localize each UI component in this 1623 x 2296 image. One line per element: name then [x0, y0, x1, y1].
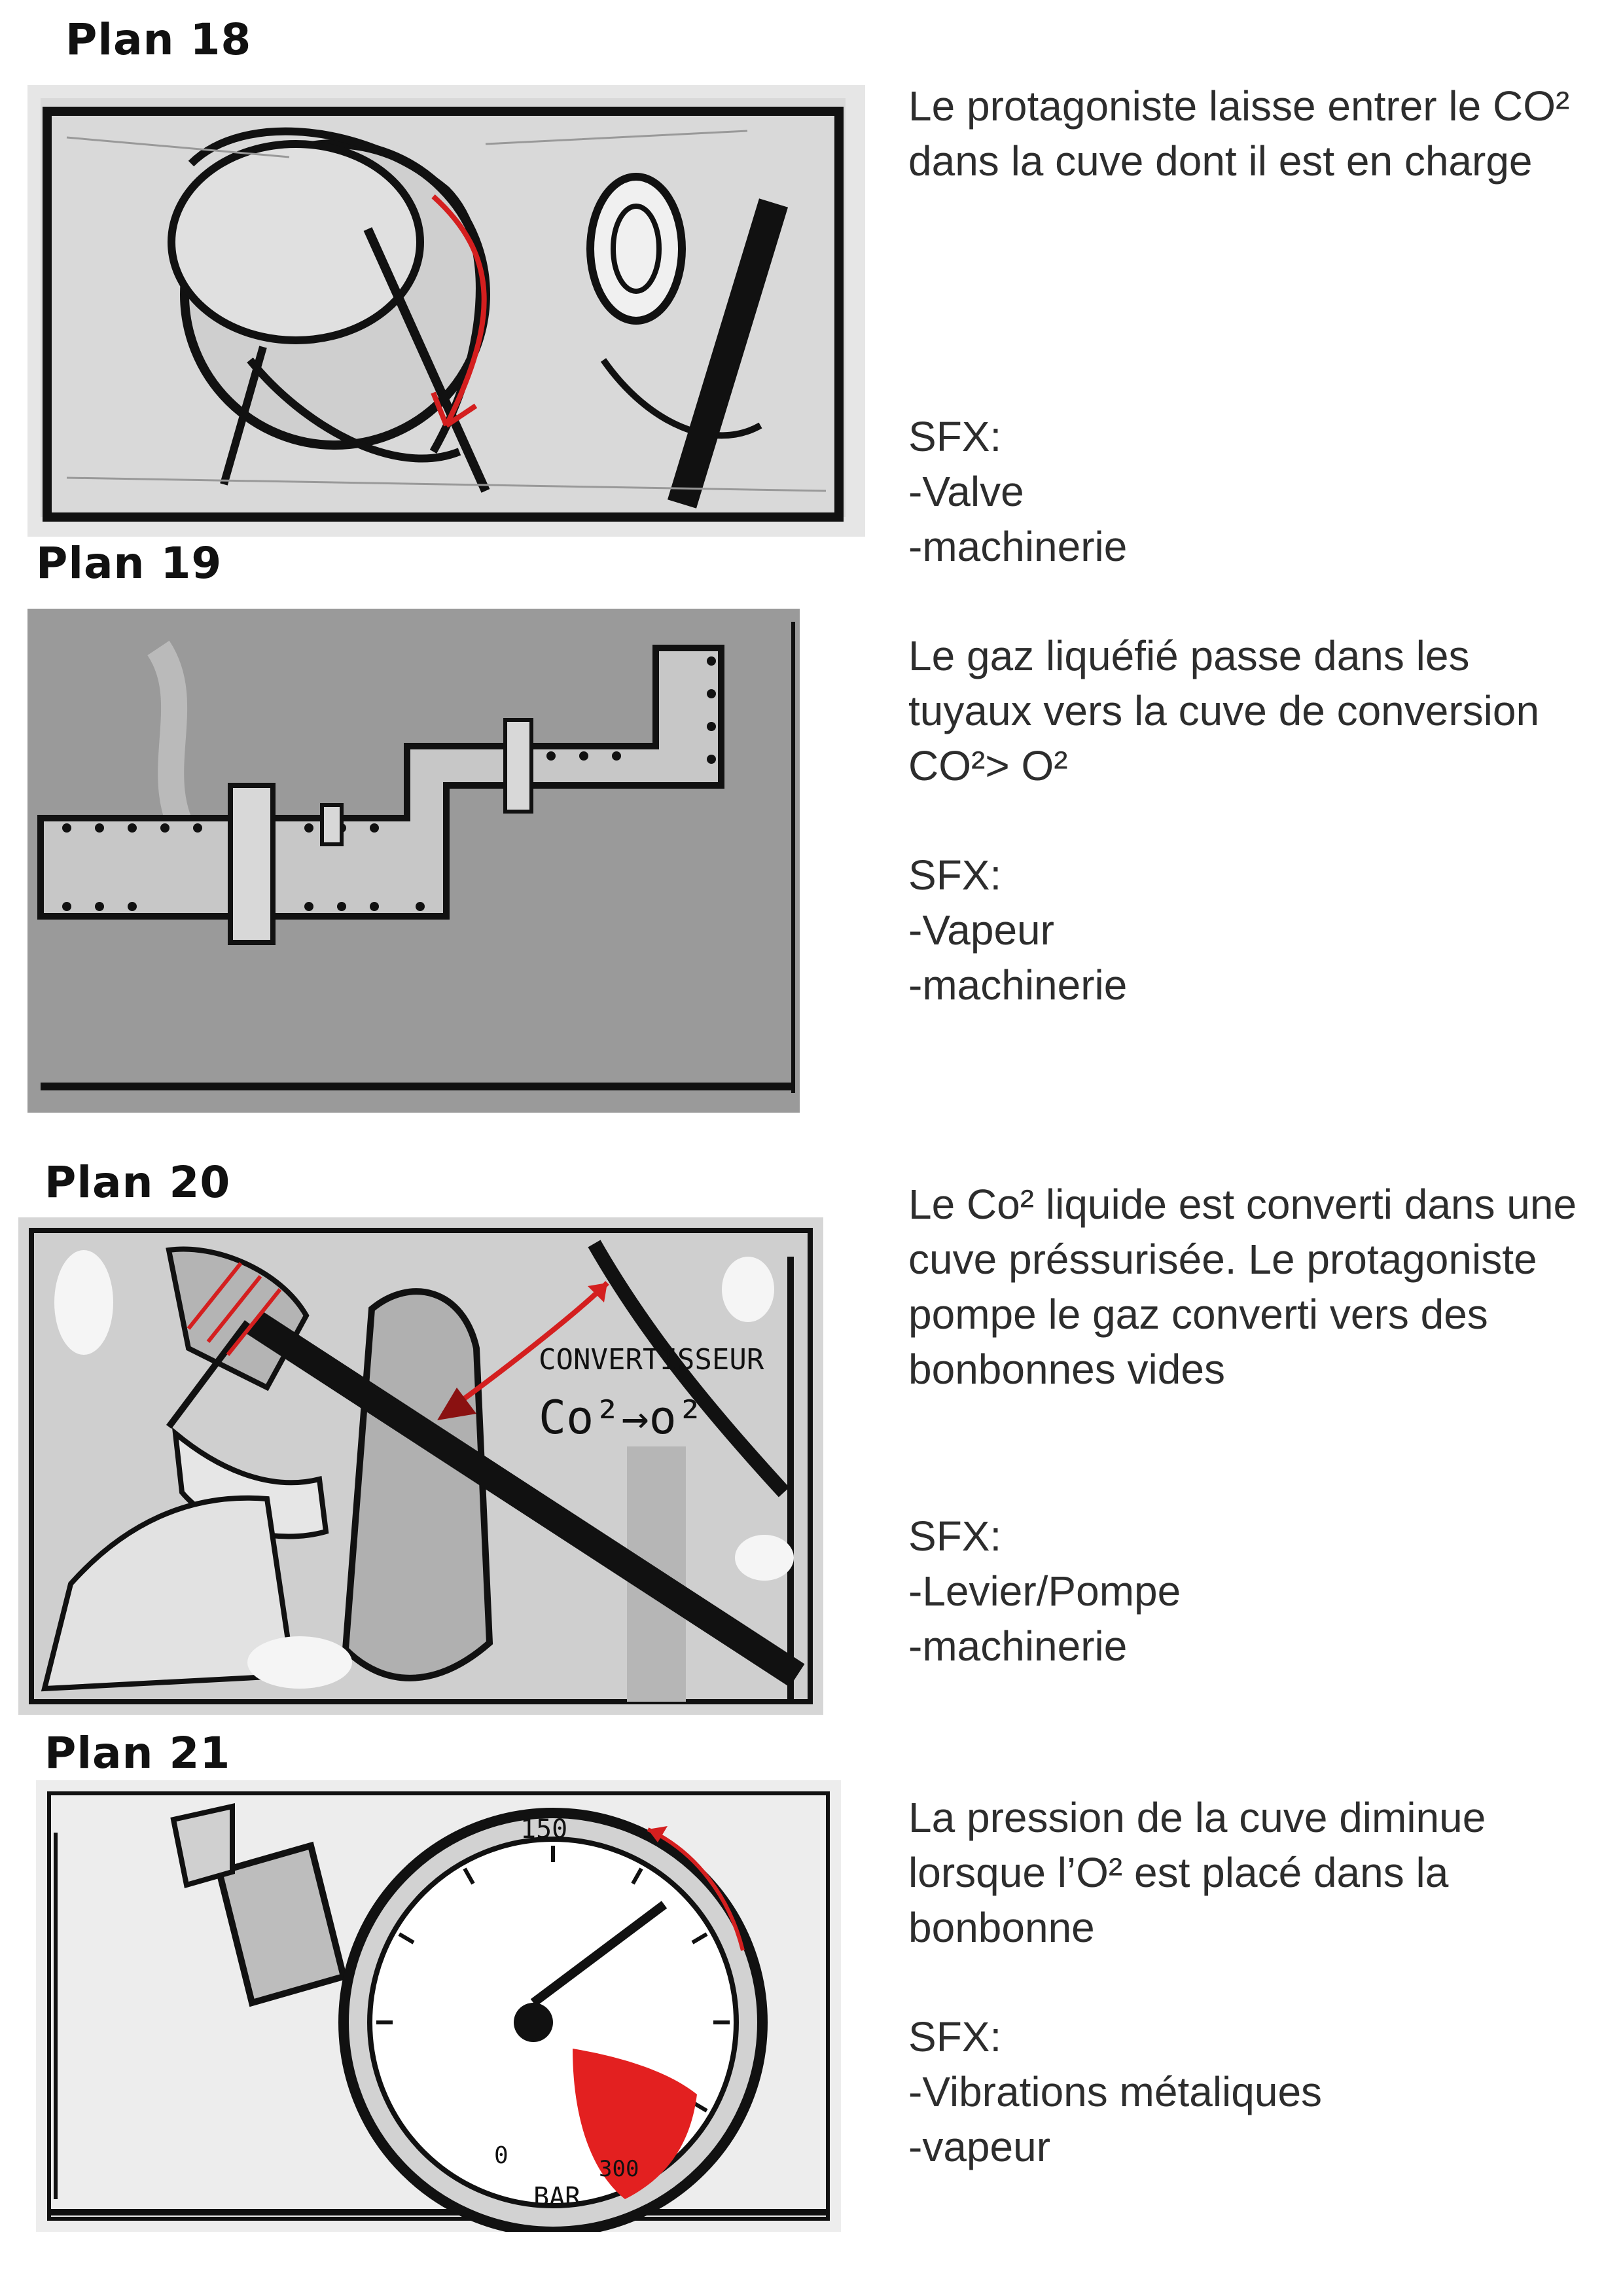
plan-21-label: Plan 21	[45, 1728, 231, 1778]
plan-19-description: Le gaz liquéfié passe dans les tuyaux vers la cuve de conversion CO²> O²	[908, 632, 1540, 789]
plan-20-sfx-item-1: -Levier/Pompe	[908, 1568, 1181, 1615]
plan-18-sfx	[908, 409, 1602, 574]
plan-19-sfx	[908, 848, 1602, 1013]
plan-20-sketch-drawing	[18, 1217, 823, 1715]
plan-18-sketch	[27, 85, 865, 537]
plan-21-sketch-drawing	[36, 1780, 841, 2232]
plan-18-sfx-item-1: -Valve	[908, 468, 1024, 515]
plan-19-sketch-drawing	[27, 609, 800, 1113]
plan-20-sfx-item-2: -machinerie	[908, 1623, 1128, 1670]
plan-19-sketch	[27, 609, 800, 1113]
gauge-tick-150: 150	[520, 1814, 568, 1844]
plan-19-sfx-title: SFX:	[908, 852, 1002, 899]
plan-18-label: Plan 18	[65, 14, 252, 65]
plan-20-label: Plan 20	[45, 1157, 231, 1208]
plan-18-sketch-drawing	[27, 85, 865, 537]
gauge-tick-0: 0	[494, 2142, 508, 2169]
plan-21-sfx-title: SFX:	[908, 2013, 1002, 2060]
plan-20-sketch-label: CONVERTISSEUR	[539, 1343, 764, 1376]
plan-20-sketch	[18, 1217, 823, 1715]
plan-19-label: Plan 19	[36, 538, 223, 588]
gauge-tick-300: 300	[599, 2156, 639, 2182]
plan-21-sfx-item-2: -vapeur	[908, 2123, 1050, 2170]
plan-19-sfx-item-2: -machinerie	[908, 961, 1128, 1009]
plan-20-description: Le Co² liquide est converti dans une cuve préssurisée. Le protagoniste pompe le gaz converti vers des bonbonnes vides	[908, 1181, 1577, 1393]
plan-21-sfx-item-1: -Vibrations métaliques	[908, 2068, 1323, 2115]
gauge-unit: BAR	[533, 2182, 581, 2212]
plan-18-description: Le protagoniste laisse entrer le CO² dans la cuve dont il est en charge	[908, 82, 1570, 185]
plan-18-sfx-item-2: -machinerie	[908, 523, 1128, 570]
plan-19-sfx-item-1: -Vapeur	[908, 906, 1054, 954]
plan-20-sfx-title: SFX:	[908, 1513, 1002, 1560]
plan-21-sfx	[908, 2009, 1602, 2174]
plan-21-sketch	[36, 1780, 841, 2232]
plan-20-sfx	[908, 1509, 1602, 1674]
plan-18-sfx-title: SFX:	[908, 413, 1002, 460]
plan-20-sketch-formula: Co²→o²	[539, 1391, 704, 1444]
plan-21-description: La pression de la cuve diminue lorsque l’O² est placé dans la bonbonne	[908, 1794, 1486, 1951]
